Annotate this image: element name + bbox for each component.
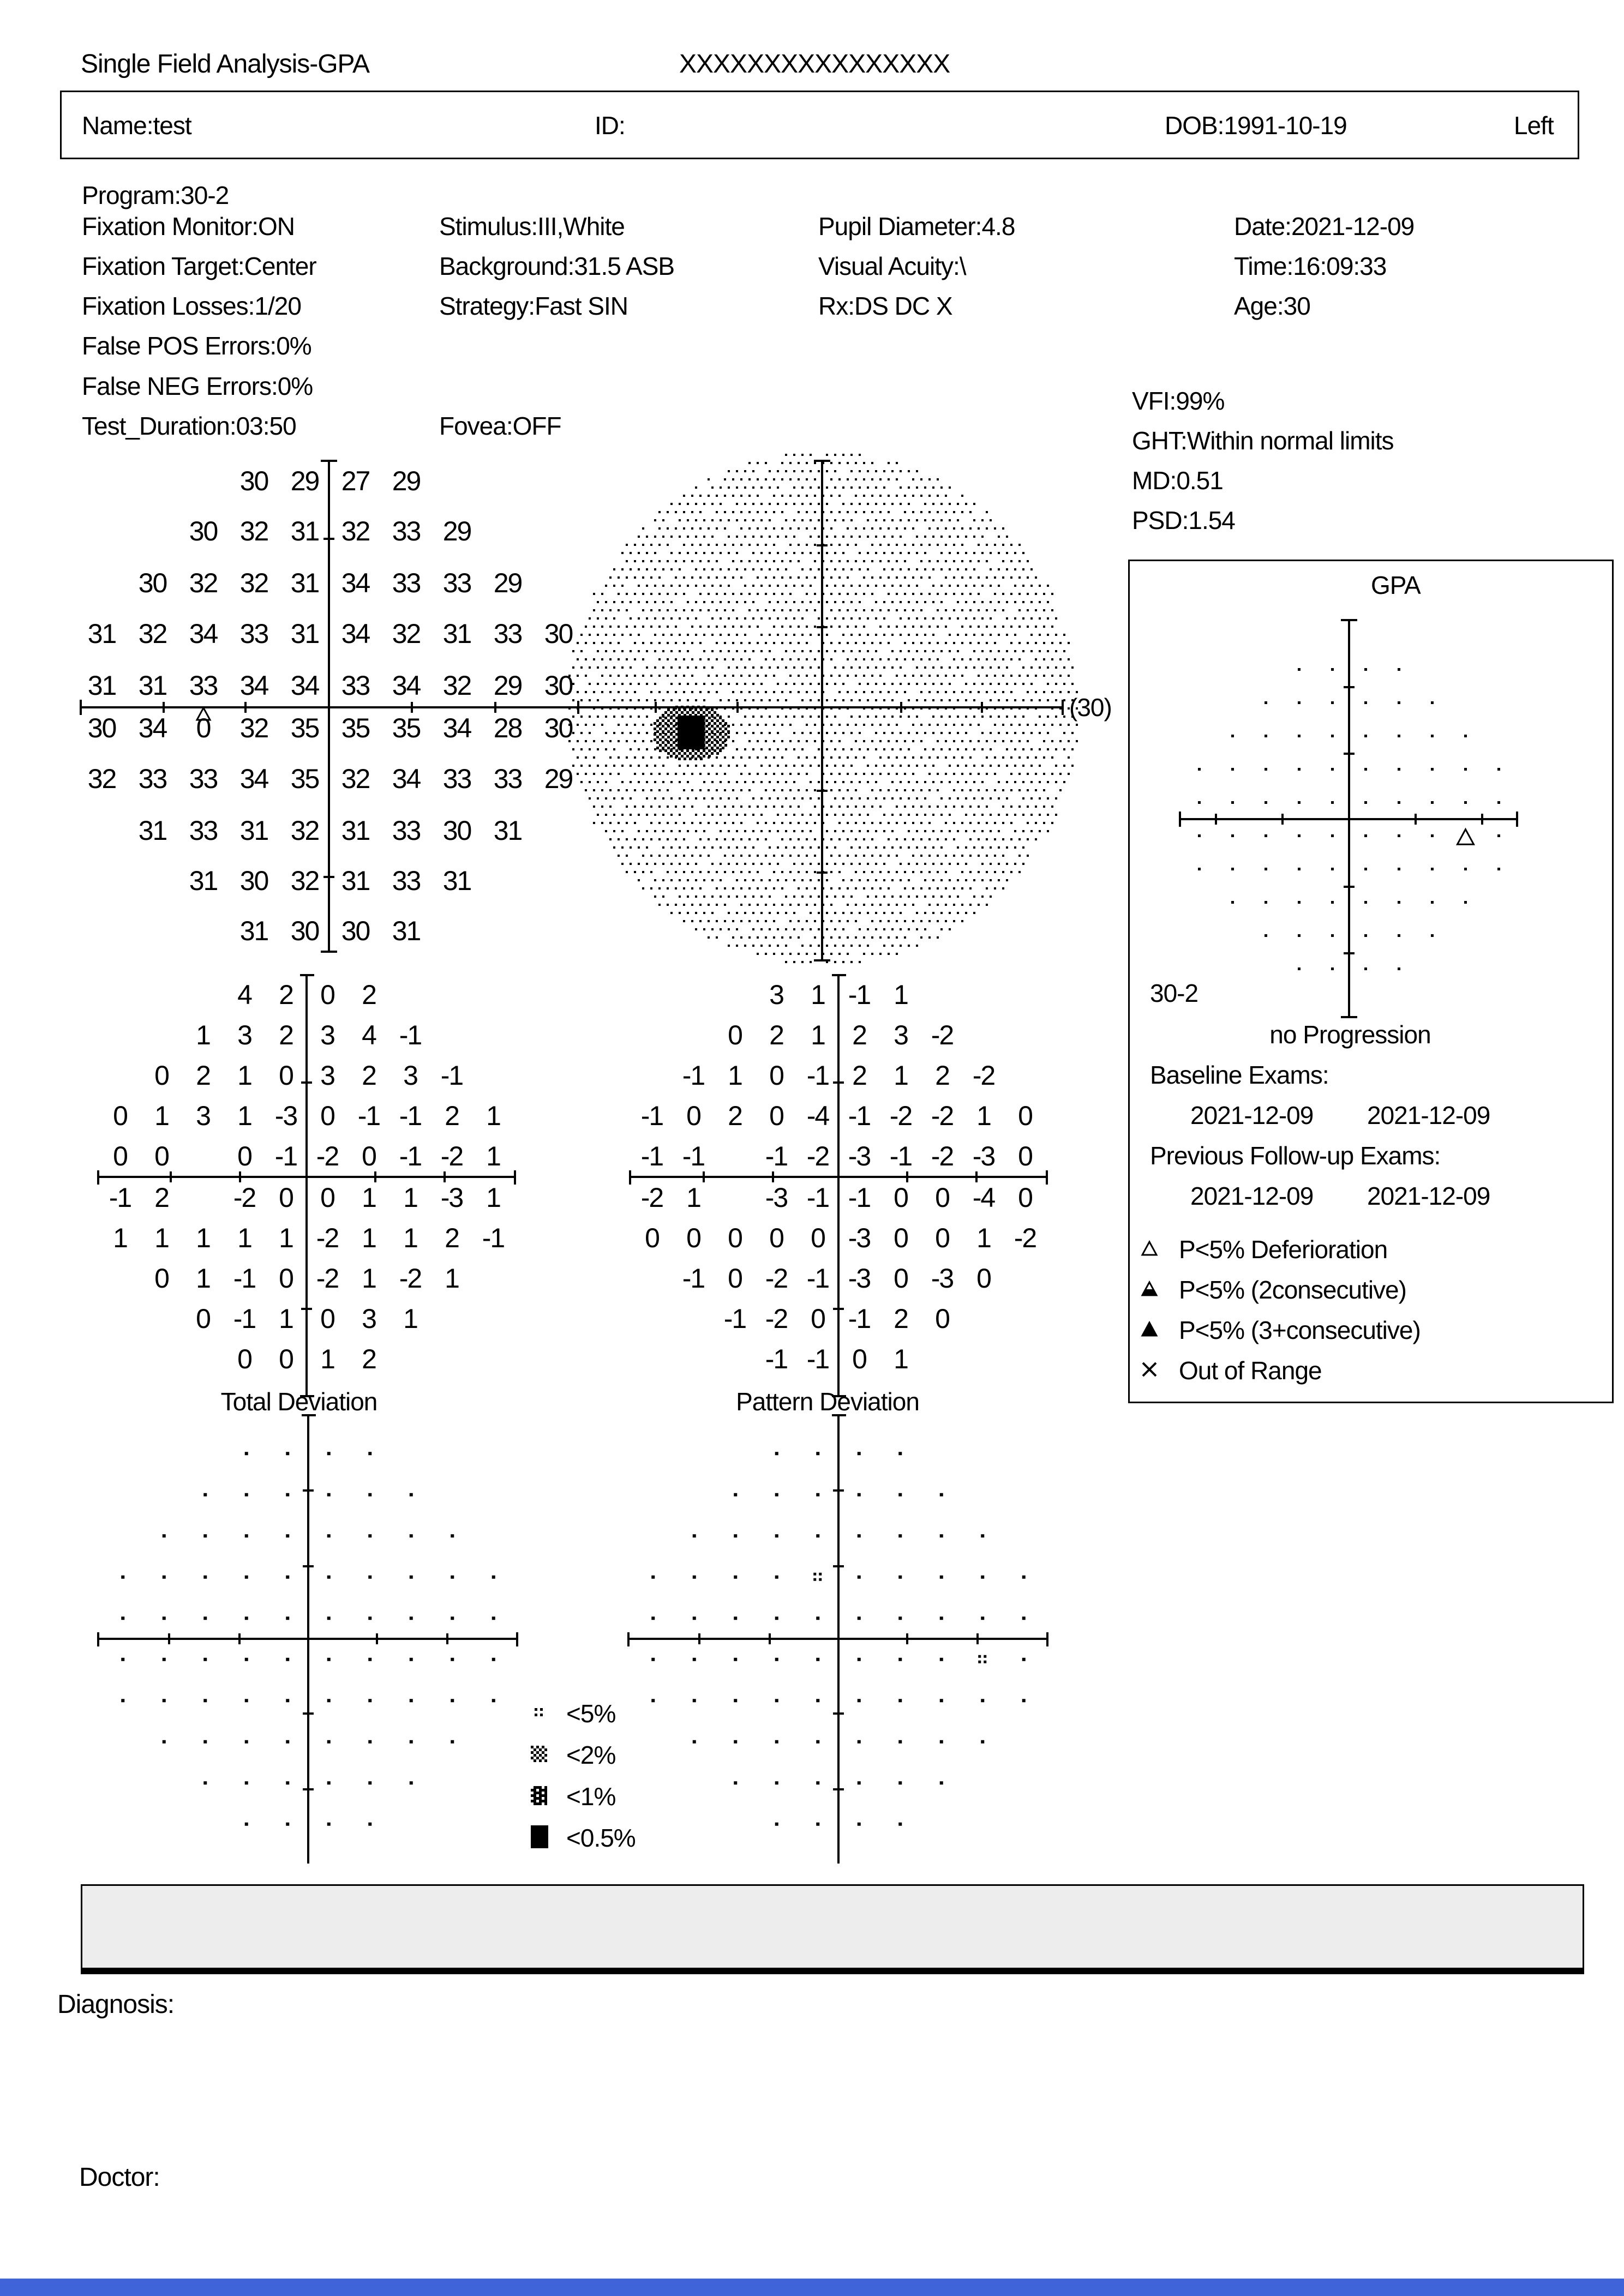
pattern-deviation-cell: -2 xyxy=(806,1141,829,1171)
pattern-deviation-cell: 2 xyxy=(852,1020,866,1050)
pattern-deviation-cell: 0 xyxy=(728,1020,742,1050)
total-deviation-cell: -2 xyxy=(316,1263,339,1294)
total-deviation-cell: 2 xyxy=(154,1182,169,1213)
sensitivity-cell: 29 xyxy=(493,670,522,701)
sensitivity-cell: 31 xyxy=(239,815,268,846)
total-deviation-cell: 1 xyxy=(486,1101,500,1131)
pattern-deviation-cell: 0 xyxy=(1018,1101,1032,1131)
total-deviation-cell: -1 xyxy=(109,1182,131,1213)
total-deviation-cell: 1 xyxy=(237,1101,251,1131)
strategy: Strategy:Fast SIN xyxy=(439,292,628,320)
sensitivity-cell: 32 xyxy=(442,670,471,701)
diagnosis-label: Diagnosis: xyxy=(57,1990,175,2019)
sensitivity-cell: 32 xyxy=(341,516,370,546)
prob-legend-05pct: <0.5% xyxy=(566,1824,636,1852)
total-deviation-cell: 1 xyxy=(196,1020,210,1050)
sensitivity-cell: 33 xyxy=(392,568,421,598)
sensitivity-cell: 33 xyxy=(239,618,268,649)
total-deviation-cell: 1 xyxy=(237,1223,251,1253)
redacted-strip-box xyxy=(81,1884,1584,1974)
total-deviation-cell: -2 xyxy=(316,1141,339,1171)
total-deviation-cell: 0 xyxy=(320,1182,334,1213)
sensitivity-cell: 33 xyxy=(189,815,218,846)
total-deviation-cell: -2 xyxy=(233,1182,256,1213)
pattern-deviation-cell: -1 xyxy=(765,1344,788,1374)
masked-patient-id: XXXXXXXXXXXXXXXX xyxy=(679,50,950,79)
pattern-deviation-cell: 0 xyxy=(645,1223,659,1253)
sensitivity-cell: 31 xyxy=(442,865,471,896)
total-deviation-cell: 1 xyxy=(403,1303,417,1334)
pattern-deviation-cell: -3 xyxy=(848,1223,871,1253)
pattern-deviation-cell: -1 xyxy=(806,1060,829,1091)
sensitivity-cell: 33 xyxy=(493,764,522,794)
gpa-legend-deterioration: P<5% Deferioration xyxy=(1179,1235,1388,1264)
total-deviation-cell: -1 xyxy=(233,1303,256,1334)
pattern-deviation-cell: -2 xyxy=(931,1020,954,1050)
sensitivity-cell: 30 xyxy=(189,516,218,546)
pattern-deviation-cell: -1 xyxy=(640,1141,663,1171)
baseline-exams-label: Baseline Exams: xyxy=(1150,1061,1329,1089)
sensitivity-cell: 33 xyxy=(189,764,218,794)
total-deviation-cell: 1 xyxy=(362,1223,376,1253)
pattern-deviation-cell: 0 xyxy=(1018,1141,1032,1171)
total-deviation-cell: 1 xyxy=(320,1344,334,1374)
pattern-deviation-cell: -4 xyxy=(972,1182,995,1213)
pattern-deviation-cell: 1 xyxy=(976,1223,991,1253)
sensitivity-cell: 30 xyxy=(290,916,319,946)
sensitivity-cell: 35 xyxy=(392,713,421,743)
sensitivity-cell: 31 xyxy=(341,865,370,896)
followup-date-2: 2021-12-09 xyxy=(1367,1182,1490,1210)
total-deviation-cell: 1 xyxy=(279,1303,293,1334)
baseline-date-1: 2021-12-09 xyxy=(1190,1101,1314,1129)
pattern-deviation-cell: 1 xyxy=(811,1020,825,1050)
pattern-deviation-cell: -3 xyxy=(765,1182,788,1213)
pattern-deviation-cell: -2 xyxy=(640,1182,663,1213)
total-deviation-label: Total Deviation xyxy=(220,1387,377,1416)
pattern-deviation-cell: -2 xyxy=(765,1263,788,1294)
sensitivity-cell: 34 xyxy=(392,670,421,701)
total-deviation-cell: 3 xyxy=(196,1101,210,1131)
total-deviation-cell: 1 xyxy=(279,1223,293,1253)
doctor-label: Doctor: xyxy=(79,2163,160,2192)
total-deviation-cell: 2 xyxy=(445,1101,459,1131)
pattern-deviation-cell: 0 xyxy=(935,1223,949,1253)
sensitivity-cell: 29 xyxy=(442,516,471,546)
program: Program:30-2 xyxy=(82,181,229,209)
total-deviation-cell: 1 xyxy=(154,1101,169,1131)
pattern-deviation-cell: -1 xyxy=(889,1141,912,1171)
sensitivity-cell: 31 xyxy=(392,916,421,946)
total-deviation-cell: 2 xyxy=(362,1060,376,1091)
vfi: VFI:99% xyxy=(1132,387,1225,415)
total-deviation-cell: 0 xyxy=(279,1060,293,1091)
total-deviation-cell: 1 xyxy=(486,1141,500,1171)
pupil-diameter: Pupil Diameter:4.8 xyxy=(818,212,1015,241)
pattern-deviation-cell: -1 xyxy=(806,1344,829,1374)
total-deviation-cell: 0 xyxy=(237,1141,251,1171)
visual-acuity: Visual Acuity:\ xyxy=(818,252,966,280)
total-deviation-cell: 0 xyxy=(320,1303,334,1334)
total-deviation-cell: -2 xyxy=(440,1141,463,1171)
pattern-deviation-cell: 0 xyxy=(811,1223,825,1253)
false-pos-errors: False POS Errors:0% xyxy=(82,332,311,360)
total-deviation-cell: 2 xyxy=(279,1020,293,1050)
pattern-deviation-label: Pattern Deviation xyxy=(736,1387,919,1416)
pattern-deviation-cell: 1 xyxy=(894,979,908,1010)
total-deviation-cell: 1 xyxy=(362,1263,376,1294)
pattern-deviation-cell: 0 xyxy=(852,1344,866,1374)
total-deviation-cell: 3 xyxy=(403,1060,417,1091)
sensitivity-cell: 29 xyxy=(544,764,573,794)
pattern-deviation-cell: -1 xyxy=(806,1182,829,1213)
total-deviation-cell: 0 xyxy=(279,1182,293,1213)
sensitivity-cell: 30 xyxy=(544,618,573,649)
patient-name: Name:test xyxy=(82,111,191,140)
total-deviation-cell: 0 xyxy=(362,1141,376,1171)
pattern-deviation-cell: 0 xyxy=(1018,1182,1032,1213)
pattern-deviation-cell: 0 xyxy=(811,1303,825,1334)
sensitivity-cell: 34 xyxy=(189,618,218,649)
pattern-deviation-cell: 1 xyxy=(894,1344,908,1374)
pattern-deviation-cell: 0 xyxy=(728,1223,742,1253)
false-neg-errors: False NEG Errors:0% xyxy=(82,372,313,400)
sensitivity-cell: 34 xyxy=(341,618,370,649)
fovea: Fovea:OFF xyxy=(439,412,561,440)
total-deviation-cell: 0 xyxy=(237,1344,251,1374)
pattern-deviation-cell: 1 xyxy=(894,1060,908,1091)
pattern-deviation-cell: -1 xyxy=(682,1060,705,1091)
sensitivity-cell: 34 xyxy=(341,568,370,598)
pattern-deviation-cell: -2 xyxy=(931,1141,954,1171)
total-deviation-cell: 1 xyxy=(113,1223,127,1253)
sensitivity-cell: 30 xyxy=(87,713,116,743)
pattern-deviation-cell: 0 xyxy=(769,1101,783,1131)
sensitivity-cell: 33 xyxy=(392,865,421,896)
sensitivity-cell: 31 xyxy=(189,865,218,896)
pattern-deviation-cell: -3 xyxy=(848,1263,871,1294)
total-deviation-cell: 0 xyxy=(320,979,334,1010)
pattern-deviation-cell: -1 xyxy=(682,1141,705,1171)
total-deviation-cell: 3 xyxy=(320,1060,334,1091)
background: Background:31.5 ASB xyxy=(439,252,675,280)
sensitivity-cell: 28 xyxy=(493,713,522,743)
pattern-deviation-cell: -1 xyxy=(765,1141,788,1171)
sensitivity-cell: 31 xyxy=(239,916,268,946)
pattern-deviation-cell: 2 xyxy=(852,1060,866,1091)
sensitivity-cell: 31 xyxy=(442,618,471,649)
pattern-deviation-cell: -2 xyxy=(1014,1223,1036,1253)
pattern-deviation-cell: 1 xyxy=(728,1060,742,1091)
sensitivity-cell: 33 xyxy=(138,764,167,794)
total-deviation-cell: 0 xyxy=(196,1303,210,1334)
total-deviation-cell: 4 xyxy=(237,979,251,1010)
pattern-deviation-cell: 0 xyxy=(686,1101,700,1131)
total-deviation-cell: 1 xyxy=(154,1223,169,1253)
sensitivity-cell: 33 xyxy=(392,516,421,546)
pattern-deviation-cell: 2 xyxy=(894,1303,908,1334)
total-deviation-cell: 0 xyxy=(113,1141,127,1171)
total-deviation-cell: 1 xyxy=(445,1263,459,1294)
total-deviation-cell: 2 xyxy=(196,1060,210,1091)
sensitivity-cell: 30 xyxy=(544,713,573,743)
report-title: Single Field Analysis-GPA xyxy=(81,50,370,79)
total-deviation-cell: 1 xyxy=(403,1223,417,1253)
sensitivity-cell: 32 xyxy=(239,568,268,598)
total-deviation-cell: -1 xyxy=(399,1141,422,1171)
total-deviation-cell: -1 xyxy=(399,1101,422,1131)
sensitivity-cell: 32 xyxy=(87,764,116,794)
total-deviation-cell: -2 xyxy=(316,1223,339,1253)
sensitivity-cell: 34 xyxy=(442,713,471,743)
sensitivity-cell: 32 xyxy=(290,815,319,846)
ght: GHT:Within normal limits xyxy=(1132,426,1394,455)
pattern-deviation-cell: -2 xyxy=(972,1060,995,1091)
axis-extent-label: (30) xyxy=(1069,693,1112,722)
gpa-legend-3consecutive: P<5% (3+consecutive) xyxy=(1179,1316,1421,1344)
pattern-deviation-cell: 0 xyxy=(894,1263,908,1294)
pattern-deviation-cell: 3 xyxy=(769,979,783,1010)
prob-legend-2pct: <2% xyxy=(566,1741,616,1769)
sensitivity-cell: 33 xyxy=(493,618,522,649)
exam-date: Date:2021-12-09 xyxy=(1234,212,1415,241)
sensitivity-cell: 0 xyxy=(196,713,211,743)
total-deviation-cell: -1 xyxy=(357,1101,380,1131)
sensitivity-cell: 32 xyxy=(239,713,268,743)
sensitivity-cell: 31 xyxy=(138,815,167,846)
gpa-legend-2consecutive: P<5% (2consecutive) xyxy=(1179,1276,1406,1304)
pattern-deviation-cell: -1 xyxy=(682,1263,705,1294)
total-deviation-cell: 2 xyxy=(362,1344,376,1374)
sensitivity-cell: 30 xyxy=(341,916,370,946)
pattern-deviation-cell: 1 xyxy=(976,1101,991,1131)
bottom-bar xyxy=(0,2279,1624,2296)
pattern-deviation-cell: 1 xyxy=(686,1182,700,1213)
fixation-target: Fixation Target:Center xyxy=(82,252,316,280)
pattern-deviation-cell: -1 xyxy=(848,1303,871,1334)
sensitivity-cell: 31 xyxy=(493,815,522,846)
exam-time: Time:16:09:33 xyxy=(1234,252,1387,280)
fixation-monitor: Fixation Monitor:ON xyxy=(82,212,295,241)
sensitivity-cell: 32 xyxy=(138,618,167,649)
pattern-deviation-cell: 0 xyxy=(728,1263,742,1294)
total-deviation-cell: 2 xyxy=(362,979,376,1010)
total-deviation-cell: 1 xyxy=(403,1182,417,1213)
pattern-deviation-cell: 2 xyxy=(769,1020,783,1050)
pattern-deviation-cell: 0 xyxy=(935,1182,949,1213)
pattern-deviation-cell: 0 xyxy=(894,1182,908,1213)
total-deviation-cell: 2 xyxy=(445,1223,459,1253)
prob-legend-5pct: <5% xyxy=(566,1699,616,1728)
total-deviation-cell: -3 xyxy=(274,1101,297,1131)
sensitivity-cell: 31 xyxy=(290,568,319,598)
sensitivity-cell: 27 xyxy=(341,466,370,496)
sensitivity-cell: 29 xyxy=(290,466,319,496)
pattern-deviation-cell: -3 xyxy=(972,1141,995,1171)
total-deviation-cell: -2 xyxy=(399,1263,422,1294)
sensitivity-cell: 34 xyxy=(138,713,167,743)
pattern-deviation-cell: -3 xyxy=(848,1141,871,1171)
pattern-deviation-cell: 0 xyxy=(769,1223,783,1253)
sensitivity-cell: 34 xyxy=(392,764,421,794)
sensitivity-cell: 33 xyxy=(442,764,471,794)
pattern-deviation-cell: 1 xyxy=(811,979,825,1010)
followup-exams-label: Previous Follow-up Exams: xyxy=(1150,1141,1441,1170)
pattern-deviation-cell: -4 xyxy=(806,1101,829,1131)
sensitivity-cell: 30 xyxy=(442,815,471,846)
gpa-plot-title: GPA xyxy=(1371,571,1421,599)
sensitivity-cell: 33 xyxy=(442,568,471,598)
sensitivity-cell: 31 xyxy=(290,516,319,546)
pattern-deviation-cell: -2 xyxy=(931,1101,954,1131)
total-deviation-cell: 2 xyxy=(279,979,293,1010)
rx: Rx:DS DC X xyxy=(818,292,952,320)
pattern-deviation-cell: 0 xyxy=(769,1060,783,1091)
pattern-deviation-cell: 2 xyxy=(728,1101,742,1131)
pattern-deviation-cell: -1 xyxy=(640,1101,663,1131)
total-deviation-cell: 3 xyxy=(320,1020,334,1050)
fixation-losses: Fixation Losses:1/20 xyxy=(82,292,301,320)
sensitivity-cell: 35 xyxy=(341,713,370,743)
sensitivity-cell: 32 xyxy=(290,865,319,896)
age: Age:30 xyxy=(1234,292,1310,320)
sensitivity-cell: 29 xyxy=(493,568,522,598)
md: MD:0.51 xyxy=(1132,466,1223,495)
sensitivity-cell: 34 xyxy=(239,764,268,794)
sensitivity-cell: 34 xyxy=(290,670,319,701)
pattern-deviation-cell: 0 xyxy=(894,1223,908,1253)
sensitivity-cell: 33 xyxy=(189,670,218,701)
patient-dob: DOB:1991-10-19 xyxy=(1165,111,1347,140)
pattern-deviation-cell: -3 xyxy=(931,1263,954,1294)
pattern-deviation-cell: -1 xyxy=(848,1182,871,1213)
total-deviation-cell: 1 xyxy=(486,1182,500,1213)
total-deviation-cell: -1 xyxy=(440,1060,463,1091)
sensitivity-cell: 32 xyxy=(341,764,370,794)
pattern-deviation-cell: -1 xyxy=(806,1263,829,1294)
patient-id-label: ID: xyxy=(595,111,625,140)
total-deviation-cell: 0 xyxy=(113,1101,127,1131)
sensitivity-cell: 35 xyxy=(290,764,319,794)
total-deviation-cell: -3 xyxy=(440,1182,463,1213)
psd: PSD:1.54 xyxy=(1132,506,1235,534)
total-deviation-cell: 0 xyxy=(154,1263,169,1294)
total-deviation-cell: 0 xyxy=(154,1060,169,1091)
pattern-deviation-cell: -1 xyxy=(723,1303,746,1334)
total-deviation-cell: 3 xyxy=(362,1303,376,1334)
pattern-deviation-cell: -1 xyxy=(848,979,871,1010)
sensitivity-cell: 31 xyxy=(87,618,116,649)
total-deviation-cell: 0 xyxy=(279,1263,293,1294)
patient-info-box xyxy=(60,91,1579,159)
pattern-deviation-cell: 0 xyxy=(686,1223,700,1253)
sensitivity-cell: 34 xyxy=(239,670,268,701)
sensitivity-cell: 30 xyxy=(239,466,268,496)
sensitivity-cell: 33 xyxy=(341,670,370,701)
gpa-program: 30-2 xyxy=(1150,979,1198,1007)
pattern-deviation-cell: -2 xyxy=(765,1303,788,1334)
sensitivity-cell: 29 xyxy=(392,466,421,496)
gpa-legend-out-of-range: Out of Range xyxy=(1179,1356,1322,1385)
sensitivity-cell: 31 xyxy=(341,815,370,846)
sensitivity-cell: 31 xyxy=(87,670,116,701)
sensitivity-cell: 33 xyxy=(392,815,421,846)
sensitivity-cell: 32 xyxy=(239,516,268,546)
total-deviation-cell: 3 xyxy=(237,1020,251,1050)
total-deviation-cell: 1 xyxy=(196,1223,210,1253)
total-deviation-cell: 1 xyxy=(196,1263,210,1294)
sensitivity-cell: 30 xyxy=(138,568,167,598)
total-deviation-cell: -1 xyxy=(274,1141,297,1171)
sensitivity-cell: 31 xyxy=(138,670,167,701)
total-deviation-cell: 0 xyxy=(320,1101,334,1131)
total-deviation-cell: -1 xyxy=(233,1263,256,1294)
followup-date-1: 2021-12-09 xyxy=(1190,1182,1314,1210)
total-deviation-cell: 4 xyxy=(362,1020,376,1050)
sensitivity-cell: 30 xyxy=(544,670,573,701)
gpa-status: no Progression xyxy=(1269,1020,1431,1049)
total-deviation-cell: 0 xyxy=(279,1344,293,1374)
test-duration: Test_Duration:03:50 xyxy=(82,412,296,440)
pattern-deviation-cell: 2 xyxy=(935,1060,949,1091)
total-deviation-cell: -1 xyxy=(482,1223,505,1253)
sensitivity-cell: 35 xyxy=(290,713,319,743)
sensitivity-cell: 32 xyxy=(189,568,218,598)
pattern-deviation-cell: 0 xyxy=(935,1303,949,1334)
prob-legend-1pct: <1% xyxy=(566,1782,616,1811)
pattern-deviation-cell: 3 xyxy=(894,1020,908,1050)
pattern-deviation-cell: -2 xyxy=(889,1101,912,1131)
total-deviation-cell: 0 xyxy=(154,1141,169,1171)
pattern-deviation-cell: -1 xyxy=(848,1101,871,1131)
total-deviation-cell: 1 xyxy=(237,1060,251,1091)
sensitivity-cell: 32 xyxy=(392,618,421,649)
total-deviation-cell: -1 xyxy=(399,1020,422,1050)
eye-side: Left xyxy=(1514,111,1554,140)
baseline-date-2: 2021-12-09 xyxy=(1367,1101,1490,1129)
total-deviation-cell: 1 xyxy=(362,1182,376,1213)
stimulus: Stimulus:III,White xyxy=(439,212,625,241)
sensitivity-cell: 31 xyxy=(290,618,319,649)
pattern-deviation-cell: 0 xyxy=(976,1263,991,1294)
sensitivity-cell: 30 xyxy=(239,865,268,896)
